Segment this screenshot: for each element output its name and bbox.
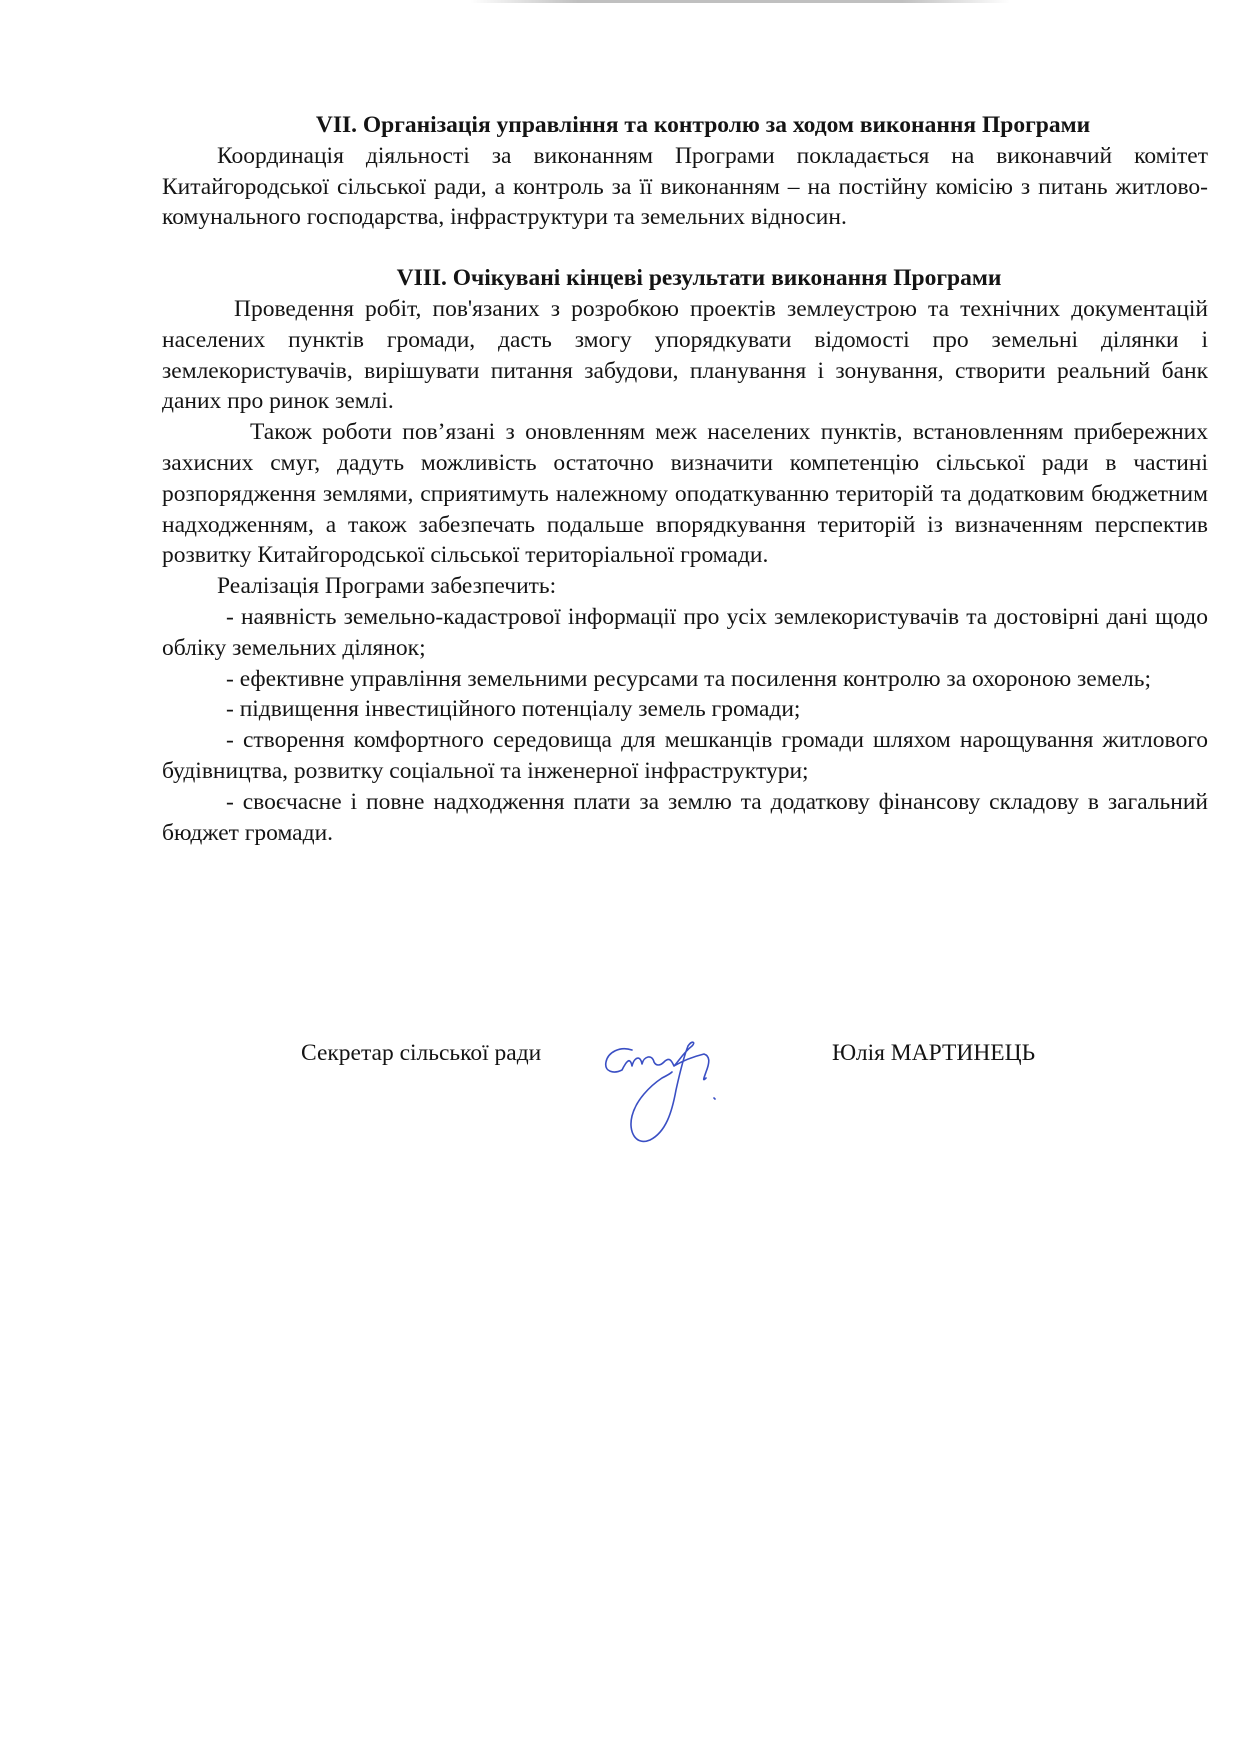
signature-block [0, 1040, 1240, 1160]
section-8-intro: Реалізація Програми забезпечить: [217, 573, 557, 600]
handwritten-signature [600, 1032, 750, 1162]
results-list-item: - своєчасне і повне надходження плати за землю та додаткову фінансову складову в загальний бюджет громади. [162, 788, 1208, 846]
scan-edge [470, 0, 1010, 3]
section-7-paragraph: Координація діяльності за виконанням Програми покладається на виконавчий комітет Китайгородської сільської ради, а контроль за її виконанням – на постійну комісію з питань житлово-комунального господарства, інфраструктури та земельних відносин. [162, 142, 1208, 231]
signatory-title: Секретар сільської ради [301, 1040, 542, 1066]
results-list-item: - створення комфортного середовища для мешканців громади шляхом нарощування житлового будівництва, розвитку соціальної та інженерної інфраструктури; [162, 727, 1208, 784]
section-7-heading: VII. Організація управління та контролю за ходом виконання Програми [315, 112, 1091, 138]
results-list-item: - підвищення інвестиційного потенціалу земель громади; [226, 696, 801, 723]
section-8-paragraph-1: Проведення робіт, пов'язаних з розробкою проектів землеустрою та технічних документацій населених пунктів громади, дасть змогу упорядкувати відомості про земельні ділянки і землекористувачів, вирішувати питання забудови, планування і зонування, створити реальний банк даних про ринок землі. [162, 295, 1208, 415]
results-list-item: - ефективне управління земельними ресурсами та посилення контролю за охороною земель; [226, 665, 1152, 692]
signature-stroke [606, 1042, 715, 1141]
signatory-name: Юлія МАРТИНЕЦЬ [832, 1040, 1036, 1066]
section-8 [162, 263, 1208, 848]
section-8-heading: VIII. Очікувані кінцеві результати виконання Програми [396, 265, 1002, 292]
section-7 [162, 110, 1208, 233]
results-list [162, 602, 1208, 848]
section-8-paragraph-2: Також роботи пов’язані з оновленням меж населених пунктів, встановленням прибережних захисних смуг, дадуть можливість остаточно визначити компетенцію сільської ради в частині розпорядження землями, сприятимуть належному оподаткуванню територій та додатковим бюджетним надходженням, а також забезпечать подальше впорядкування територій із визначенням перспектив розвитку Китайгородської сільської територіальної громади. [162, 419, 1208, 569]
results-list-item: - наявність земельно-кадастрової інформації про усіх землекористувачів та достовірні дані щодо обліку земельних ділянок; [162, 603, 1208, 661]
document-page [162, 110, 1208, 848]
